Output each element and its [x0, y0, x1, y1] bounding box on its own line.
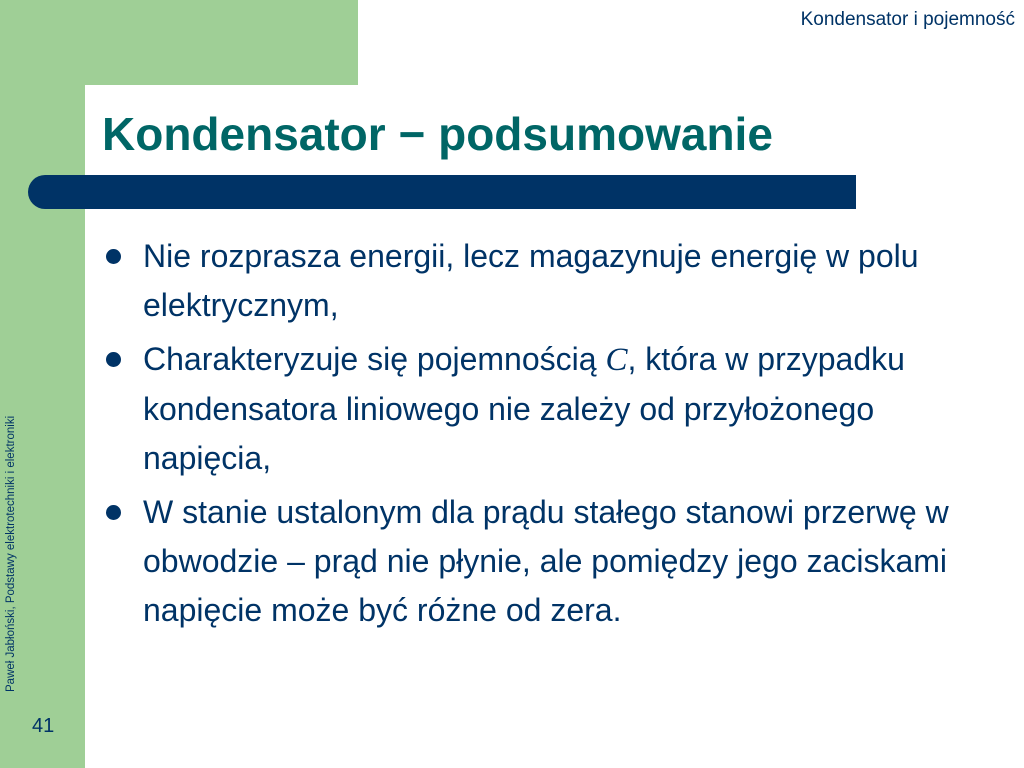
bullet-text: Nie rozprasza energii, lecz magazynuje energię w polu elektrycznym,	[143, 238, 919, 323]
bullet-text: W stanie ustalonym dla prądu stałego stanowi przerwę w obwodzie – prąd nie płynie, ale pomiędzy jego zaciskami napięcie może być różne od zera.	[143, 494, 949, 628]
author-course-footer: Paweł Jabłoński, Podstawy elektrotechniki i elektroniki	[5, 415, 17, 692]
bullet-dot-icon	[106, 249, 121, 264]
section-header: Kondensator i pojemność	[800, 9, 1015, 30]
slide-title: Kondensator − podsumowanie	[102, 108, 773, 160]
capacitance-symbol: C	[605, 342, 628, 378]
bullet-item	[100, 335, 980, 483]
title-underline-bar	[28, 175, 856, 209]
bullet-text-after-symbol: , która w przypadku kondensatora liniowego nie zależy od przyłożonego napięcia,	[143, 341, 905, 476]
bullet-item	[100, 232, 980, 330]
page-number: 41	[32, 715, 55, 737]
top-green-frame	[85, 0, 358, 85]
bullet-item	[100, 488, 980, 635]
bullet-dot-icon	[106, 352, 121, 367]
bullet-list	[100, 232, 980, 640]
bullet-text-before-symbol: Charakteryzuje się pojemnością	[143, 341, 606, 377]
bullet-dot-icon	[106, 505, 121, 520]
